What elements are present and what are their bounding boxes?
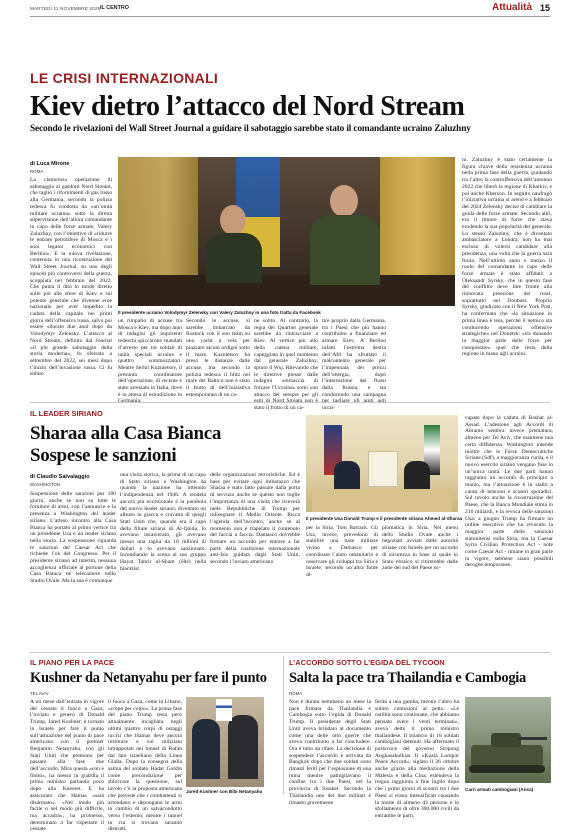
story1-column-3: Secondo le accuse, si sarebbe imbarcato da Rostock con il suo team su uno yacht a vela per piazzare alcuni ordigni sotto il mare. Kuznietsov ha preso le distanze dalle accuse, ma secondo la polizia tedesca il blitz nel mare del Baltico non è stato il frutto di dell’iniziativa estemporanea di un ca- — [186, 318, 250, 398]
header-section: Attualità — [492, 2, 532, 13]
story2-column-3: delle organizzazioni terroristiche. Ed è base per evitare ogni imbarazzo che Sharaa è stato fatto passare dalla porta di servizio anche se questo non toglie l’importanza di una visita che riceverà nelle Repubbliche di Trump per ridisegnare il Medio Oriente. Ricca l’agenda dell’incontro, anche se al momento non è trapelato il contenuto del faccia a faccia. Damasco dovrebbe firmare un accordo per entrare a far parte della coalizione internazionale anti-Isis guidata dagli Stati Uniti, secondo l’inviato americano — [210, 472, 300, 566]
story3-headline: Kushner da Netanyahu per fare il punto — [30, 670, 267, 686]
header-page-number: 15 — [539, 3, 550, 13]
story2-byline: di Claudio Salvalaggio — [30, 474, 90, 480]
story3-column-1: A un mese dall’entrata in vigore del cessate il fuoco a Gaza, l’inviato e genero di Donald Trump, Jared Kushner, è tornato in Israele per fare il punto sull’attuazione del piano di pace americano con il premier Benjamin Netanyahu, con gli Stati Uniti che premono per passare alla fase due dell’accordo. Mira questa «con e finito», ha messo in guardia il primo ministro parlando poco dopo alla Knesset. E ha assicurato che Hamas «sarà disarmato». «Nel modo più facile o nel modo più difficile, ma accadrà», ha promesso, determinato a far rispettare il cessate — [30, 699, 104, 833]
table-shape — [118, 275, 455, 306]
story4-place: ROMA — [289, 691, 303, 696]
fireplace-shape — [368, 451, 398, 487]
page-header — [0, 0, 580, 17]
story3-kicker: IL PIANO PER LA PACE — [30, 658, 115, 667]
story1-place: ROMA — [30, 169, 44, 174]
tank-gun-shape — [519, 737, 547, 740]
story1-column-6: ni. Zaluzhny è stato certamente la figura chiave della resistenza ucraina nella prima fase della guerra, guidando tra l’altro la controffensiva dell’autunno 2022 che liberò la regione di Kharkiv, e poi anche Kherson. In seguito naufragò l’iniziativa ucraina si arenò e a febbraio del 2024 Zelensky decise di cambiare la guida delle forze armate. Secondo altri, era il timore di forze che stava erodendo la sua popolarità del generale. Lo stesso Zaluzhny, che è diventato ambasciatore a Londra, non ha mai escluso di volersi candidare alla presidenza, una volta che la guerra sarà finita. Nell’ultimo anno e mezzo il ruolo del comandante in capo delle forze armate è stato affidato a Oleksandr Syrsky, che in questo fase del conflitto deve fare fronte alla rinnovata pressione dei russi, soprattutto nel Donbass. Proprio Syrsky, giudicato con il New York Post, ha confermato che «la situazione in prima linea è tesa, perché il nemico sta conducendo operazioni offensive strategiche» nel Donetsk: «tra dunando la maggior parte delle forze per conquistare» quel che resta della regione in mano agli ucraini. — [462, 157, 552, 358]
tank-tracks-shape — [469, 765, 545, 773]
person-netanyahu-shape — [228, 715, 258, 779]
tank-turret-shape — [491, 733, 521, 747]
person-left-body — [206, 233, 262, 283]
story2-headline-line1: Sharaa alla Casa Bianca — [30, 423, 222, 444]
story1-column-4: ne solito. Al contrario, la regia del Quartier generale sarebbe da rintracciare a Kiev. Al vertice più alto della catena militare, capeggiata in quel momento dal generale Zaluzhny, spinto il Wsj. Rilevando che le direttive presse dalle indagini «minaccia di forzare l’Ucraina» sotto «un attacco del sempre per gli stato il frutto di un ca- — [254, 318, 318, 412]
header-rule — [30, 16, 550, 17]
story1-column-2: un rimpallo di accuse tra Mosca e Kiev, ma dopo anni di indagini gli inquirenti tedeschi spiccarono mandati d’arresto per tre soldati di unità speciali ucraine e quattro sommozzatori. Mentre Serhii Kuznietsov, il presunto coordinatore dell’operazione, di recente è stato arrestato in Italia, dove è in attesa di estradizione in — [118, 318, 182, 398]
story1-photo-caption: Il presidente ucraino Volodymyr Zelensky con Valery Zaluzhny in una foto tratta da Facebook — [118, 310, 321, 315]
story2-column-4: per la Siria, Tom Barrack. Gli Usa, invece, prevedono di stabilire una base militare vicino a Damasco per coordinare l’aiuto umanitario e osservare gli sviluppi tra Siria e Israele, secondo un’altra fonte di- — [306, 525, 378, 578]
story-divider-vertical — [283, 656, 284, 794]
flag-israel-shape — [216, 699, 232, 721]
person-right-body — [310, 215, 380, 285]
story2-column-1: Sospensione delle sanzioni per 180 giorni, anche se non su tutte le forniture di armi, con l’annuncio e la presenza a Washington del leader siriano. L’atteso incontro alla Casa Bianca ha portato al primo vertice tra un presidente Usa e un leader siriano nella storia. La sospensione riguarda le sanzioni del Caesar Act che richiede l’ok del Congresso. Per il presidente siriano ad interim, nessuna accoglienza ufficiale al portone della Casa Bianca né telecamere nello Studio Ovale. Ma la sua è comunque — [30, 491, 116, 585]
person-kushner-shape — [192, 719, 220, 779]
story1-subhead: Secondo le rivelazioni del Wall Street Journal a guidare il sabotaggio sarebbe stato il comandante ucraino Zaluzhny — [30, 124, 471, 134]
story1-bottom-rule — [30, 402, 550, 403]
sofa-shape — [312, 489, 452, 512]
story1-headline: Kiev dietro l’attacco del Nord Stream — [30, 91, 465, 122]
story1-column-1: La clamorosa operazione di sabotaggio ai gasdotti Nord Stream, che tagliò i rifornimenti di gas russo alla Germania, secondo la polizia tedesca fu condotta da «un’unità militare ucraina» sotto la diretta supervisione dell’allora comandante in capo delle forze armate, Valery Zaluzhny, con l’obiettivo di «ridurre le entrate petrolifere di Mosca e i suoi legami economici con Berlino». E la nuova rivelazione, contenuta in una ricostruzione del Wall Street Journal, su uno degli episodi più controversi della guerra, scoppiata nel febbraio del 2022. Che punta il dito in modo diretto sulle più alte sfere di Kiev e sul potente generale che divenne eroe nazionale per aver impedito la caduta della capitale nei primi giorni dell’offensiva russa, salvo poi essere silurato due anni dopo da Volodymyr Zelensky. L’attacco al Nord Stream, definito dal Journal «il più grande sabotaggio della storia moderna», fu sferrato a settembre del 2022, sei mesi dopo l’inizio dell’invasione russa. Ci fu subito — [30, 177, 112, 378]
story2-column-6: cupate dopo la caduta di Bashar al-Assad. L’adesione agli Accordi di Abramo sembra invece prematura, almeno per Tel Aviv, che mantiene una certa diffidenza. Washington intende inoltre che le Forze Democratiche Siriane (Sdf), a maggioranza curda, e il nuovo esercito siriano vengano fuse in un’unica unità. Le due parti hanno raggiunto un accordo di principio a marzo, ma l’attuazione è in stallo a causa di tensioni e scontri sporadici. Sul tavolo anche la ricostruzione del Paese, che la Banca Mondiale stima in 216 miliardi, e la revoca delle sanzioni Usa: a giugno Trump ha firmato un ordine esecutivo che ha revocato la maggior parte delle sanzioni statunitensi sulla Siria, ma la Caesar Syria Civilian Protection Act - note come Caesar Act - rimane in gran parte in vigore, sebbene siano possibili deroghe temporanee. — [465, 415, 553, 569]
story2-column-2: una visita storica, la prima di un capo di Stato siriano a Washington da quando la nazione ha ottenuto l’indipendenza nel 1946. A rendela ancora più eccezionale è la parabola del nuovo leader siriano, diventato un alleato in giacca e cravatta di quegli Stati Uniti che, quando era il capo della filiale siriana di Al-Qaida, lo avevano incarcerato, gli avevano messo una taglia da 10 milioni di dollari e lo avevano sanzionato. Incendiando la scena al suo gruppo Hayat Tahrir al-Sham (Hts) nella blacklist — [120, 472, 206, 572]
person-left-head — [220, 205, 246, 235]
story1-kicker: LE CRISI INTERNAZIONALI — [30, 70, 219, 86]
story4-kicker: L’ACCORDO SOTTO L’EGIDA DEL TYCOON — [289, 658, 445, 667]
story3-photo-caption: Jared Kushner con Bibi Netanyahu — [186, 789, 263, 794]
header-date: MARTEDÌ 11 NOVEMBRE 2025 — [30, 6, 101, 11]
tank-body-shape — [471, 745, 543, 767]
story3-column-2: il fuoco a Gaza, come in Libano, «colpo per colpo». La prima fase del piano Trump resta però attualmente incagliata negli ultimi quattro corpi di ostaggi uccisi che Hamas deve ancora restituire e sui miliziani intrappolati nei tunnel di Rafah dal lato israeliano della Linea Gialla. Dopo la consegna della salma del soldato Hadar Goldin come precondizione per sbloccare la questione, sul tavolo c’è la proposta americana che prevede che i combattenti si arrendano e depongano le armi in cambio di un salvacondotto verso l’esterno, mentre i tunnel in cui si trovano saranno distrutti. — [108, 699, 182, 833]
header-paper: IL CENTRO — [100, 5, 129, 11]
story1-column-5: tire proprio dalla Germania, tra i Paesi che più hanno contribuito a finanziare ed armare Kiev. A Berlino infatti l’estrema destra dell’Afd ha sfruttato il malcontento generale per l’impennata dei prezzi dell’energia, dopo l’interruzione dei flussi dalla Russia, e sta conducendo una campagna ucrai- — [322, 318, 386, 412]
story2-kicker: IL LEADER SIRIANO — [30, 409, 103, 418]
story2-headline-line2: Sospese le sanzioni — [30, 445, 177, 466]
story4-column-1: Non è durata nemmeno un mese la pace firmata da Thailandia e Cambogia sotto l’egida di Donald Trump. Il presidente degli Stati Uniti aveva brindato al documento come una delle otto guerre che aveva contribuito a far concludere. Ora è tutto da rifare. La decisione di sospendere l’accordo è arrivata da Bangkok dopo che due soldati sono rimasti feriti per l’esplosione di una mina mentre pattugliavano il confine tra i due Paesi, nel la provincia di Sisaket. Secondo la Thailandia uno dei due militari è rimasto gravemente — [289, 699, 371, 806]
person-right-head — [330, 185, 358, 217]
story2-photo — [306, 415, 458, 512]
story3-place: TEL AVIV — [30, 691, 49, 696]
story4-photo-caption: Carri armati cambogiani (Ansa) — [465, 787, 534, 792]
story2-place: WASHINGTON — [30, 482, 61, 487]
story3-photo — [186, 697, 264, 787]
story4-photo — [465, 697, 551, 783]
story2-photo-caption: Il presidente Usa Donald Trump e il presidente siriano Ahmed al-Sharaa — [306, 516, 463, 521]
story4-headline: Salta la pace tra Thailandia e Cambogia — [289, 670, 526, 686]
story1-photo — [118, 157, 455, 306]
story2-column-5: plomatica in Siria. Nel menu dello Studio Ovale anche i negoziati avviati dalle autorità siriane con Israele per un accordo di sicurezza in base al quale lo Stato ebraico si ritirerebbe dalle zone del sud del Paese oc- — [382, 525, 458, 572]
story2-bottom-rule — [30, 652, 550, 653]
story4-column-2: ferito a una gamba, mentre l’altro ha subito contusioni al petto. «Le ostilità sono continuate, che abbiamo pensato avere i venti terminati», aveva detto il primo ministro thailandese. Il bilancio di 18 soldati cambogiani detenuti. Ha affermato il portavoce del governo Siripong Angkasakulkiat. Il «Kuala Lumpur Peace Accord», siglato il 26 ottobre anche grazie alla mediazione della Malesia e della Cina, estendeva la tregua raggiunta a fine luglio dopo che i primi giorni di scontri tra i due Paesi si erano intensificati causando la morte di almeno 43 persone e lo sfollamento di oltre 300.000 civili da entrambe le parti. — [375, 699, 459, 819]
story1-byline: di Luca Mirone — [30, 161, 70, 167]
